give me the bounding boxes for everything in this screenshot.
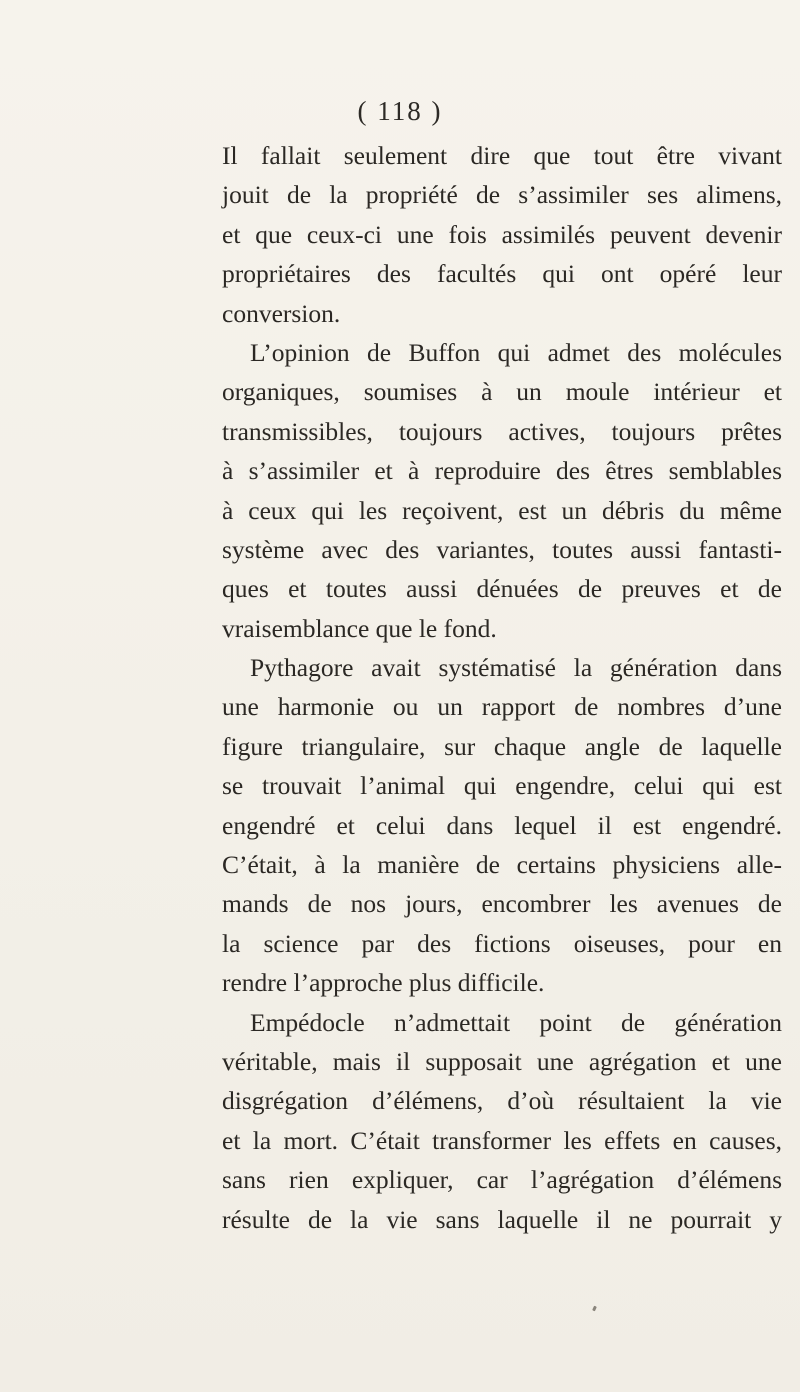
text-line: la science par des fictions oiseuses, pour en (222, 928, 782, 958)
text-line: engendré et celui dans lequel il est engendré. (222, 810, 782, 840)
text-line: rendre l’approche plus difficile. (222, 968, 545, 998)
text-line: conversion. (222, 298, 341, 328)
text-line: Pythagore avait systématisé la génération dans (250, 653, 782, 683)
page-number: ( 118 ) (357, 96, 443, 126)
text-line: vraisemblance que le fond. (222, 613, 497, 643)
ink-speck (592, 1306, 597, 1312)
text-line: propriétaires des facultés qui ont opéré leur (222, 259, 782, 289)
text-line: une harmonie ou un rapport de nombres d’une (222, 692, 782, 722)
text-line: transmissibles, toujours actives, toujours prêtes (222, 416, 782, 446)
text-line: disgrégation d’élémens, d’où résultaient la vie (222, 1086, 782, 1116)
text-line: Il fallait seulement dire que tout être vivant (222, 141, 782, 170)
text-line: à ceux qui les reçoivent, est un débris du même (222, 495, 782, 525)
text-line: et la mort. C’était transformer les effets en causes, (222, 1125, 782, 1155)
text-line: ques et toutes aussi dénuées de preuves et de (222, 574, 782, 604)
text-line: Empédocle n’admettait point de génération (250, 1007, 782, 1037)
text-line: système avec des variantes, toutes aussi fantasti- (222, 534, 782, 564)
text-line: L’opinion de Buffon qui admet des molécules (250, 337, 782, 367)
text-line: mands de nos jours, encombrer les avenues de (222, 889, 782, 919)
text-line: jouit de la propriété de s’assimiler ses alimens, (222, 180, 782, 210)
body-text (222, 136, 782, 1239)
text-line: organiques, soumises à un moule intérieur et (222, 377, 782, 407)
text-line: et que ceux-ci une fois assimilés peuvent devenir (222, 219, 782, 249)
text-line: véritable, mais il supposait une agrégation et une (222, 1046, 782, 1076)
text-line: C’était, à la manière de certains physiciens alle- (222, 850, 782, 880)
text-line: à s’assimiler et à reproduire des êtres semblables (222, 456, 782, 486)
text-line: sans rien expliquer, car l’agrégation d’élémens (222, 1165, 782, 1195)
text-line: résulte de la vie sans laquelle il ne pourrait y (222, 1204, 782, 1234)
text-line: se trouvait l’animal qui engendre, celui qui est (222, 771, 782, 801)
text-line: figure triangulaire, sur chaque angle de laquelle (222, 731, 782, 761)
